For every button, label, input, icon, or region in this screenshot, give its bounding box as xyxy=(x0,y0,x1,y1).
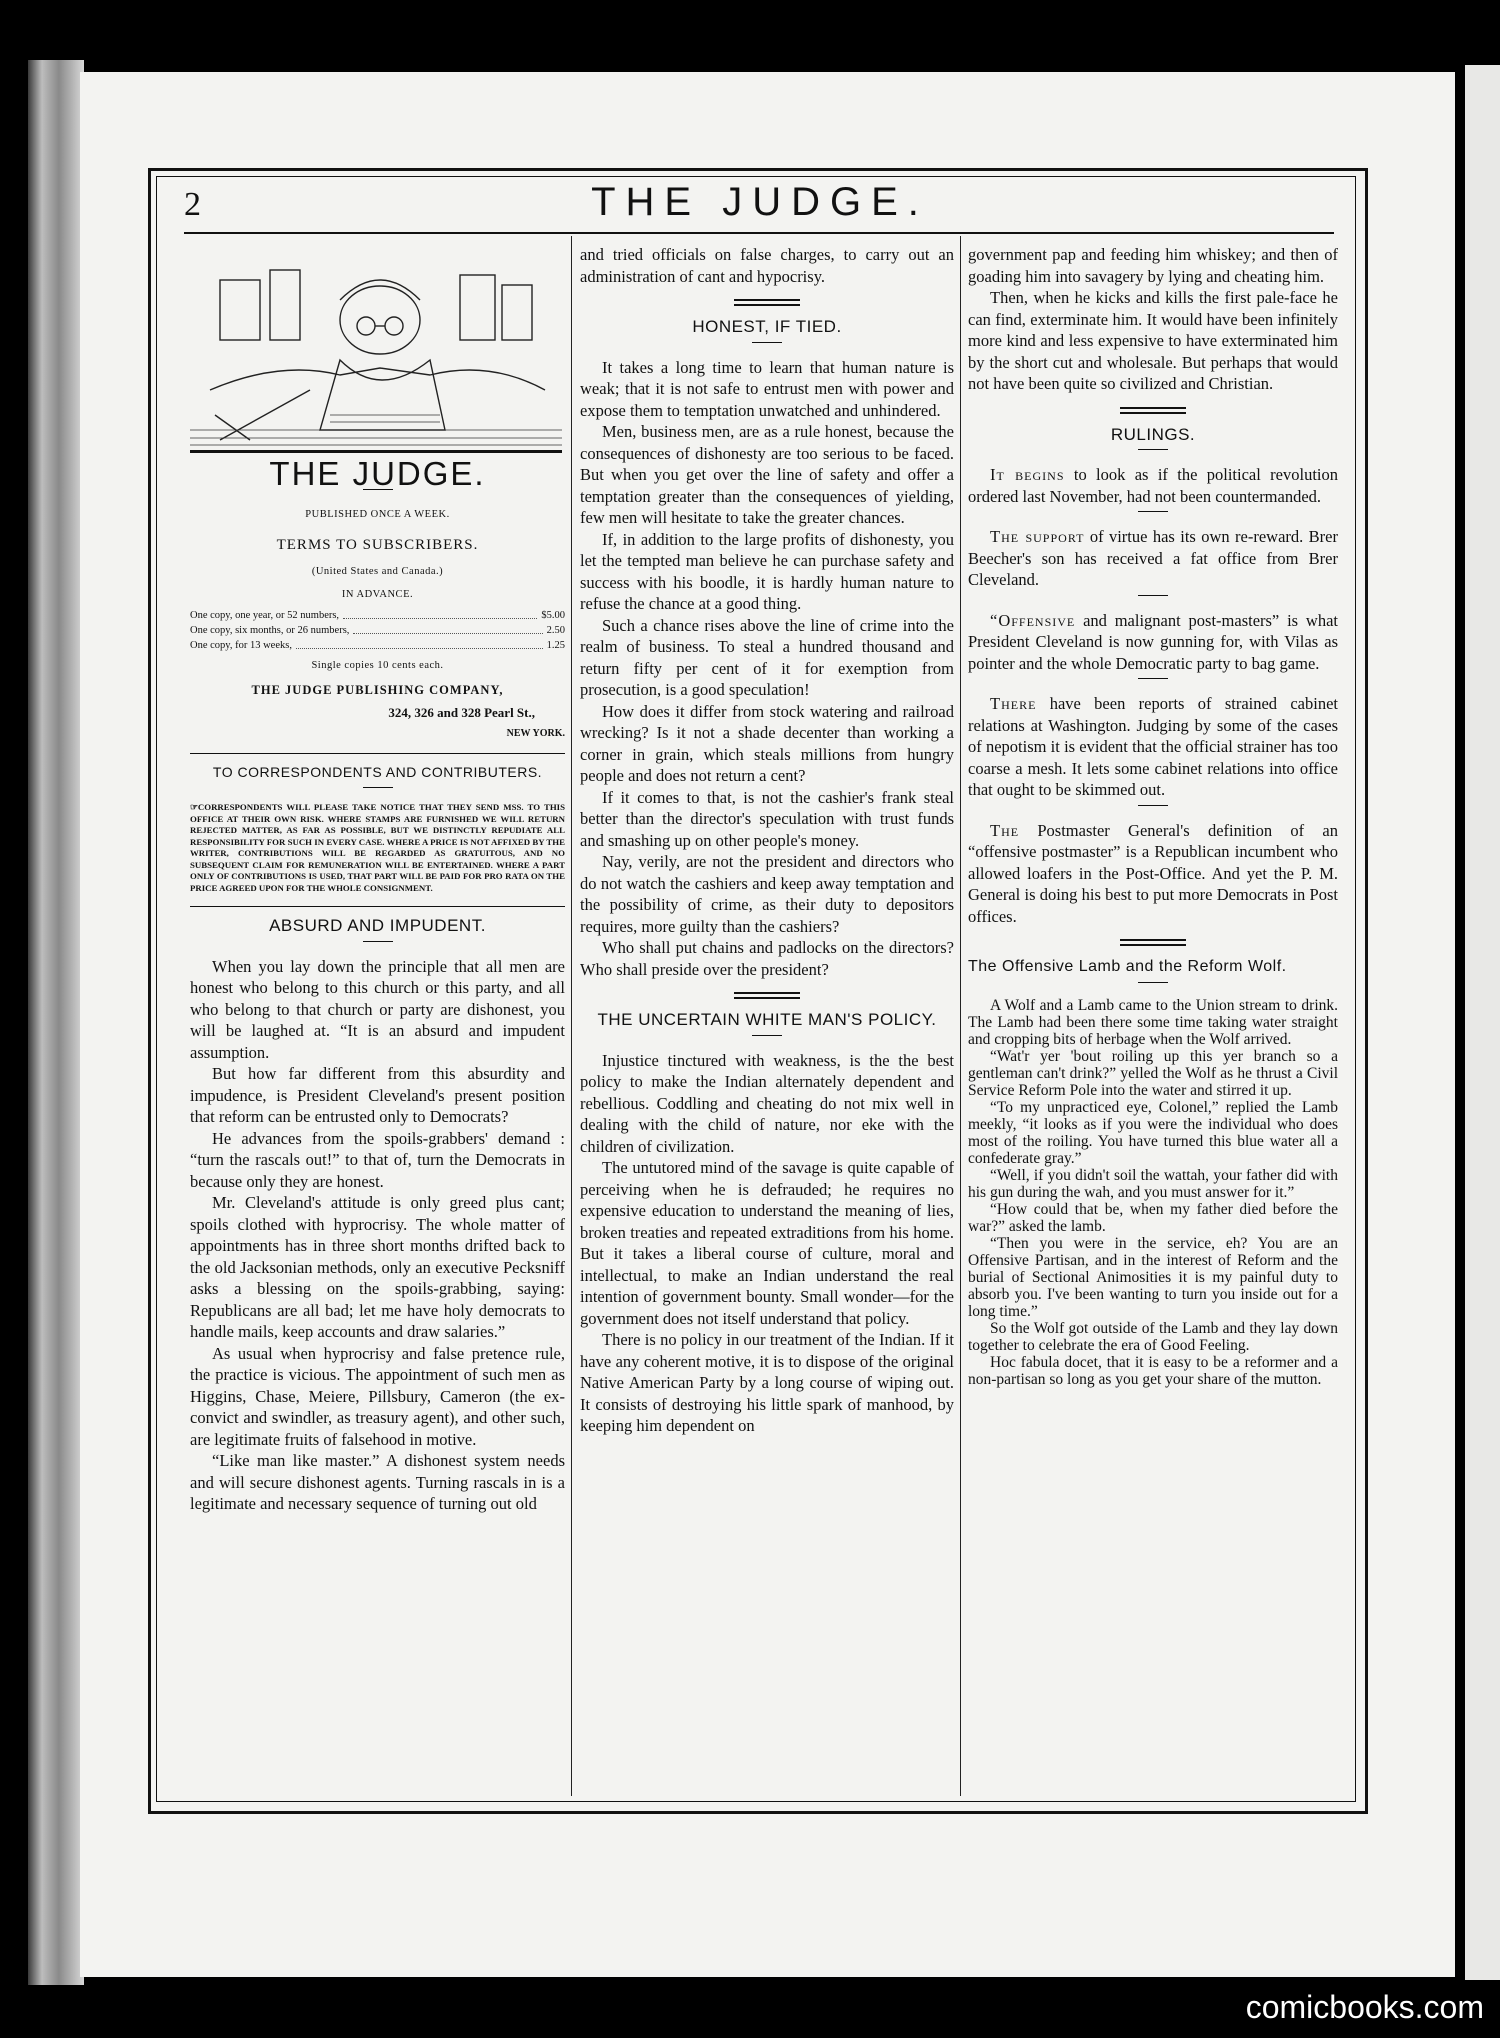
book-spine xyxy=(28,60,84,1985)
article-heading: The Offensive Lamb and the Reform Wolf. xyxy=(968,958,1287,975)
divider xyxy=(1138,511,1168,512)
subscription-rates xyxy=(190,608,565,653)
correspondents-notice: ☞CORRESPONDENTS WILL PLEASE TAKE NOTICE THAT THEY SEND MSS. TO THIS OFFICE AT THEIR OWN RISK. WHERE STAMPS ARE FURNISHED WE WILL RETURN REJECTED MATTER, AS FAR AS POSSIBLE, BUT WE DISTINCTLY REPUDIATE ALL RESPONSIBILITY FOR SUCH IN EVERY CASE. WHERE A PRICE IS NOT AFFIXED BY THE WRITER, CONTRIBUTIONS WILL BE REGARDED AS GRATUITOUS, AND NO SUBSEQUENT CLAIM FOR REMUNERATION WILL BE ENTERTAINED. WHERE A PART ONLY OF CONTRIBUTIONS IS USED, THAT PART WILL BE PAID FOR PRO RATA ON THE PRICE AGREED UPON FOR THE WHOLE CONSIGNMENT. xyxy=(190,802,565,893)
divider xyxy=(1138,805,1168,806)
column-right xyxy=(968,244,1338,1388)
masthead-rule xyxy=(184,232,1334,234)
divider xyxy=(752,1035,782,1036)
article-paragraph: Nay, verily, are not the president and directors who do not watch the cashiers and keep away temptation and the possibility of crime, as their duty to depositors requires, more guilty than the cashiers? xyxy=(580,852,954,936)
article-heading: RULINGS. xyxy=(1110,424,1196,444)
divider xyxy=(1138,449,1168,450)
article-paragraph: Mr. Cleveland's attitude is only greed plus cant; spoils clothed with hyprocrisy. The whole matter of appointments has in three short months drifted back to the old Jacksonian methods, only an executive Pecksniff asks a blessing on the spoils-grabbing, saying: Republicans are all bad; let me have holy democrats to handle mails, keep accounts and draw salaries.” xyxy=(190,1193,565,1341)
divider xyxy=(1138,982,1168,983)
divider xyxy=(363,941,393,942)
article-paragraph: Such a chance rises above the line of crime into the realm of business. To steal a hundred thousand and return fifty per cent of it for exemption from prosecution, is a good speculation! xyxy=(580,615,954,699)
article-heading: ABSURD AND IMPUDENT. xyxy=(269,916,486,935)
article-paragraph: Hoc fabula docet, that it is easy to be a reformer and a non-partisan so long as you get your share of the mutton. xyxy=(968,1353,1338,1388)
divider xyxy=(1138,595,1168,596)
article-paragraph: “How could that be, when my father died before the war?” asked the lamb. xyxy=(968,1200,1338,1235)
article-paragraph: “Like man like master.” A dishonest system needs and will secure dishonest agents. Turning rascals in is a legitimate and necessary sequence of turning out old xyxy=(190,1451,565,1513)
article-paragraph: “To my unpracticed eye, Colonel,” replied the Lamb meekly, “it looks as if you were the individual who does most of the roiling. You have turned this blue water all a confederate gray.” xyxy=(968,1098,1338,1167)
terms-region: (United States and Canada.) xyxy=(311,565,444,577)
article-paragraph: Men, business men, are as a rule honest, because the consequences of dishonesty are too serious to be faced. But when you get over the line of safety and offer a temptation greater than the consequences of yielding, few men will hesitate to take the greater chances. xyxy=(580,422,954,527)
article-paragraph: But how far different from this absurdity and impudence, is President Cleveland's present position that reform can be entrusted only to Democrats? xyxy=(190,1064,565,1126)
column-left xyxy=(190,240,565,1515)
article-paragraph: If it comes to that, is not the cashier's frank steal better than the director's speculation with trust funds and smashing up on other people's money. xyxy=(580,787,954,850)
article-paragraph: Injustice tinctured with weakness, is the the best policy to make the Indian alternately dependent and rebellious. Coddling and cheating do not mix well in dealing with the child of nature, nor eke with the children of civilization. xyxy=(580,1050,954,1156)
double-rule xyxy=(734,299,800,306)
article-paragraph: It takes a long time to learn that human nature is weak; that it is not safe to entrust men with power and expose them to temptation unwatched and unhindered. xyxy=(580,357,954,420)
double-rule xyxy=(1120,939,1186,946)
ruling-paragraph: It begins to look as if the political revolution ordered last November, had not been countermanded. xyxy=(968,465,1338,506)
rate-row: One copy, one year, or 52 numbers, $5.00 xyxy=(190,609,565,621)
double-rule xyxy=(734,992,800,999)
published-weekly: PUBLISHED ONCE A WEEK. xyxy=(305,508,450,520)
rate-row: One copy, for 13 weeks, 1.25 xyxy=(190,639,565,651)
site-watermark: comicbooks.com xyxy=(1245,1989,1484,2025)
article-paragraph: If, in addition to the large profits of dishonesty, you let the tempted man believe he can purchase safety and success with his boodle, it is hardly human nature to refuse the chance at a good thing. xyxy=(580,529,954,613)
article-paragraph: As usual when hyprocrisy and false pretence rule, the practice is vicious. The appointment of such men as Higgins, Chase, Meiere, Pillsbury, Cameron (the ex-convict and swindler, as treasury agent), and other such, are legitimate fruits of falsehood in motive. xyxy=(190,1343,565,1449)
article-paragraph: “Well, if you didn't soil the wattah, your father did with his gun during the wah, and you must answer for it.” xyxy=(968,1166,1338,1201)
article-heading: THE UNCERTAIN WHITE MAN'S POLICY. xyxy=(597,1010,937,1029)
single-copy-price: Single copies 10 cents each. xyxy=(311,659,444,671)
article-paragraph: Then, when he kicks and kills the first pale-face he can find, exterminate him. It would have been infinitely more kind and less expensive to have exterminated him by the short cut and wholesale. But perhaps that would not have been quite so civilized and Christian. xyxy=(968,288,1338,393)
ruling-paragraph: The support of virtue has its own re-reward. Brer Beecher's son has received a fat office from Brer Cleveland. xyxy=(968,527,1338,589)
ruling-paragraph: There have been reports of strained cabinet relations at Washington. Judging by some of the cases of nepotism it is evident that the official strainer has too coarse a mesh. It lets some cabinet relations into office that ought to be skimmed out. xyxy=(968,694,1338,799)
publisher-address: 324, 326 and 328 Pearl St., xyxy=(388,704,535,720)
in-advance: IN ADVANCE. xyxy=(341,589,414,600)
next-page-edge xyxy=(1465,65,1500,1980)
page-number: 2 xyxy=(184,186,201,223)
article-paragraph: and tried officials on false charges, to carry out an administration of cant and hypocrisy. xyxy=(580,245,954,286)
masthead-title: THE JUDGE. xyxy=(591,180,929,224)
publisher-city: NEW YORK. xyxy=(506,728,565,739)
article-paragraph: He advances from the spoils-grabbers' demand : “turn the rascals out!” to that of, turn the Democrats in because only they are honest. xyxy=(190,1128,565,1191)
divider xyxy=(1138,678,1168,679)
article-paragraph: The untutored mind of the savage is quite capable of perceiving when he is defrauded; he requires no expensive education to understand the meaning of lies, broken treaties and repeated extraditions from his home. But it takes a liberal course of culture, moral and intellectual, to make an Indian understand the real intention of government bounty. Small wonder—for the government does not itself understand that policy. xyxy=(580,1158,954,1328)
terms-heading: TERMS TO SUBSCRIBERS. xyxy=(276,537,479,553)
article-paragraph: How does it differ from stock watering and railroad wrecking? Is it not a shade decenter than working a corner in grain, which steals millions from hungry people and does not return a cent? xyxy=(580,701,954,785)
column-divider xyxy=(960,236,961,1796)
article-heading: HONEST, IF TIED. xyxy=(692,317,842,336)
publication-title: THE JUDGE. xyxy=(269,455,486,492)
publisher-name: THE JUDGE PUBLISHING COMPANY, xyxy=(251,683,504,697)
article-paragraph: Who shall put chains and padlocks on the directors? Who shall preside over the president? xyxy=(580,938,954,979)
article-paragraph: There is no policy in our treatment of the Indian. If it have any coherent motive, it is to dispose of the original Native American Party by a long course of wiping out. It consists of destroying his little spark of manhood, by keeping him dependent on xyxy=(580,1330,954,1435)
article-paragraph: When you lay down the principle that all men are honest who belong to this church or this party, and all who belong to that church or party are dishonest, you will be laughed at. “It is an absurd and impudent assumption. xyxy=(190,956,565,1062)
article-paragraph: “Wat'r yer 'bout roiling up this yer branch so a gentleman can't drink?” yelled the Wolf as he thrust a Civil Service Reform Pole into the water and stirred it up. xyxy=(968,1047,1338,1099)
divider xyxy=(363,787,393,788)
article-paragraph: “Then you were in the service, eh? You are an Offensive Partisan, and in the interest of Reform and the burial of Sectional Animosities it is my painful duty to absorb you. I've been wanting to turn you inside out for a long time.” xyxy=(968,1234,1338,1320)
article-paragraph: A Wolf and a Lamb came to the Union stream to drink. The Lamb had been there some time taking water straight and cropping bits of herbage when the Wolf arrived. xyxy=(968,996,1338,1048)
editor-illustration xyxy=(190,240,562,453)
fable-text xyxy=(968,997,1338,1388)
ruling-paragraph: The Postmaster General's definition of an “offensive postmaster” is a Republican incumbent who allowed loafers in the Post-Office. And yet the P. M. General is doing his best to put more Democrats in Post offices. xyxy=(968,820,1338,926)
correspondents-heading: TO CORRESPONDENTS AND CONTRIBUTERS. xyxy=(212,763,543,780)
section-rule xyxy=(190,753,565,754)
double-rule xyxy=(1120,407,1186,414)
divider xyxy=(752,342,782,343)
column-middle xyxy=(580,244,954,1437)
article-paragraph: So the Wolf got outside of the Lamb and they lay down together to celebrate the era of Good Feeling. xyxy=(968,1319,1338,1354)
rate-row: One copy, six months, or 26 numbers, 2.50 xyxy=(190,624,565,636)
article-paragraph: government pap and feeding him whiskey; and then of goading him into savagery by lying and cheating him. xyxy=(968,245,1338,286)
section-rule xyxy=(190,906,565,907)
column-divider xyxy=(571,236,572,1796)
ruling-paragraph: “Offensive and malignant post-masters” is what President Cleveland is now gunning for, with Vilas as pointer and the whole Democratic party to bag game. xyxy=(968,610,1338,673)
editor-engraving xyxy=(190,240,562,450)
